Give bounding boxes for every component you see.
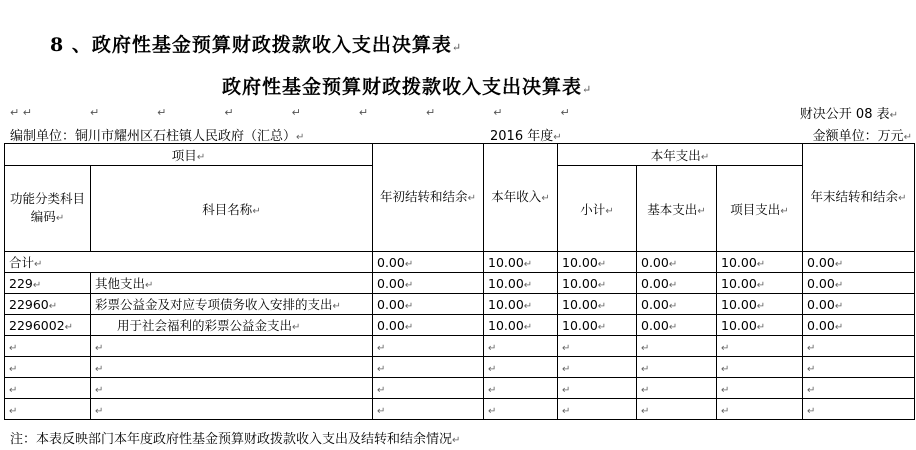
paragraph-mark-icon: ↵ bbox=[903, 132, 912, 143]
section-heading-text: 8 、政府性基金预算财政拨款收入支出决算表 bbox=[50, 34, 452, 56]
cell-project-text: 10.00 bbox=[721, 317, 757, 333]
paragraph-mark-icon: ↵ bbox=[493, 106, 503, 119]
empty-cell bbox=[803, 357, 915, 378]
header-item-text: 项目 bbox=[171, 147, 197, 163]
paragraph-mark-icon: ↵ bbox=[834, 300, 844, 312]
compiling-unit bbox=[10, 125, 304, 144]
empty-cell bbox=[5, 336, 91, 357]
paragraph-mark-icon: ↵ bbox=[48, 300, 58, 312]
header-row-1 bbox=[5, 144, 915, 166]
table-title-text: 政府性基金预算财政拨款收入支出决算表 bbox=[222, 76, 583, 98]
paragraph-mark-icon: ↵ bbox=[404, 258, 414, 270]
cell-income-text: 10.00 bbox=[488, 317, 524, 333]
paragraph-mark-icon: ↵ bbox=[834, 321, 844, 333]
empty-cell bbox=[373, 336, 484, 357]
header-project bbox=[717, 166, 803, 252]
paragraph-mark-icon: ↵ bbox=[523, 279, 533, 291]
cell-income-text: 10.00 bbox=[488, 254, 524, 270]
paragraph-mark-icon: ↵ bbox=[377, 384, 386, 396]
empty-cell bbox=[637, 399, 717, 420]
paragraph-mark-icon: ↵ ↵ bbox=[10, 106, 32, 119]
empty-cell bbox=[717, 399, 803, 420]
cell-project-text: 10.00 bbox=[721, 254, 757, 270]
paragraph-mark-icon: ↵ bbox=[95, 363, 104, 375]
paragraph-mark-icon: ↵ bbox=[404, 321, 414, 333]
cell-subtotal bbox=[558, 273, 637, 294]
cell-subtotal-text: 10.00 bbox=[562, 317, 598, 333]
paragraph-mark-icon: ↵ bbox=[9, 342, 18, 354]
cell-name bbox=[91, 294, 373, 315]
paragraph-mark-icon: ↵ bbox=[34, 259, 43, 270]
header-basic bbox=[637, 166, 717, 252]
header-end-balance bbox=[803, 144, 915, 252]
paragraph-mark-icon: ↵ bbox=[668, 300, 678, 312]
paragraph-mark-icon: ↵ bbox=[252, 205, 261, 217]
header-name bbox=[91, 166, 373, 252]
paragraph-mark-icon: ↵ bbox=[145, 280, 154, 291]
cell-project-text: 10.00 bbox=[721, 275, 757, 291]
amount-unit bbox=[813, 125, 912, 144]
empty-cell bbox=[91, 336, 373, 357]
empty-cell bbox=[91, 357, 373, 378]
paragraph-mark-icon: ↵ bbox=[64, 321, 74, 333]
paragraph-mark-icon: ↵ bbox=[562, 405, 571, 417]
paragraph-mark-icon: ↵ bbox=[641, 405, 650, 417]
paragraph-mark-icon: ↵ bbox=[358, 106, 369, 119]
paragraph-mark-icon: ↵ bbox=[292, 322, 301, 333]
paragraph-mark-icon: ↵ bbox=[562, 363, 571, 375]
cell-name-text: 用于社会福利的彩票公益金支出 bbox=[117, 318, 293, 333]
empty-cell bbox=[717, 378, 803, 399]
paragraph-mark-icon: ↵ bbox=[523, 300, 533, 312]
paragraph-mark-icon: ↵ bbox=[332, 301, 341, 312]
paragraph-mark-icon: ↵ bbox=[597, 279, 607, 291]
cell-code bbox=[5, 252, 373, 273]
paragraph-mark-icon: ↵ bbox=[523, 321, 533, 333]
paragraph-marks-row bbox=[10, 106, 628, 119]
cell-project bbox=[717, 315, 803, 336]
paragraph-mark-icon: ↵ bbox=[95, 384, 104, 396]
paragraph-mark-icon: ↵ bbox=[451, 41, 463, 54]
paragraph-mark-icon: ↵ bbox=[89, 106, 100, 119]
paragraph-mark-icon: ↵ bbox=[523, 258, 533, 270]
empty-row bbox=[5, 336, 915, 357]
paragraph-mark-icon: ↵ bbox=[721, 405, 730, 417]
header-begin-balance bbox=[373, 144, 484, 252]
paragraph-mark-icon: ↵ bbox=[807, 384, 816, 396]
cell-project bbox=[717, 273, 803, 294]
empty-cell bbox=[484, 336, 558, 357]
report-number-text: 财决公开 08 表 bbox=[799, 107, 890, 122]
cell-subtotal-text: 10.00 bbox=[562, 275, 598, 291]
paragraph-mark-icon: ↵ bbox=[541, 192, 550, 204]
empty-cell bbox=[373, 357, 484, 378]
table-row bbox=[5, 315, 915, 336]
report-number bbox=[800, 103, 898, 122]
paragraph-mark-icon: ↵ bbox=[597, 300, 607, 312]
paragraph-mark-icon: ↵ bbox=[721, 363, 730, 375]
cell-income-text: 10.00 bbox=[488, 275, 524, 291]
cell-begin bbox=[373, 273, 484, 294]
empty-cell bbox=[5, 399, 91, 420]
cell-subtotal bbox=[558, 252, 637, 273]
paragraph-mark-icon: ↵ bbox=[597, 321, 607, 333]
empty-cell bbox=[637, 336, 717, 357]
footnote-text: 注：本表反映部门本年度政府性基金预算财政拨款收入支出及结转和结余情况 bbox=[10, 432, 453, 447]
cell-code bbox=[5, 273, 91, 294]
paragraph-mark-icon: ↵ bbox=[196, 151, 206, 163]
empty-cell bbox=[717, 336, 803, 357]
paragraph-mark-icon: ↵ bbox=[756, 300, 766, 312]
cell-end-text: 0.00 bbox=[807, 296, 835, 312]
table-row bbox=[5, 273, 915, 294]
cell-code-text: 合计 bbox=[9, 255, 35, 270]
paragraph-mark-icon: ↵ bbox=[291, 106, 301, 119]
cell-basic bbox=[637, 294, 717, 315]
paragraph-mark-icon: ↵ bbox=[756, 321, 766, 333]
cell-subtotal bbox=[558, 294, 637, 315]
footnote bbox=[10, 428, 460, 447]
cell-end-text: 0.00 bbox=[807, 317, 835, 333]
cell-code bbox=[5, 315, 91, 336]
cell-end bbox=[803, 252, 915, 273]
header-item bbox=[5, 144, 373, 166]
cell-begin-text: 0.00 bbox=[377, 296, 405, 312]
cell-basic-text: 0.00 bbox=[641, 317, 669, 333]
header-expense bbox=[558, 144, 803, 166]
empty-cell bbox=[484, 357, 558, 378]
paragraph-mark-icon: ↵ bbox=[562, 384, 571, 396]
paragraph-mark-icon: ↵ bbox=[597, 258, 607, 270]
cell-begin bbox=[373, 315, 484, 336]
header-code bbox=[5, 166, 91, 252]
empty-cell bbox=[803, 378, 915, 399]
paragraph-mark-icon: ↵ bbox=[668, 258, 678, 270]
paragraph-mark-icon: ↵ bbox=[700, 151, 710, 163]
cell-basic bbox=[637, 252, 717, 273]
paragraph-mark-icon: ↵ bbox=[32, 279, 42, 291]
paragraph-mark-icon: ↵ bbox=[807, 405, 816, 417]
header-name-text: 科目名称 bbox=[202, 201, 253, 217]
cell-name bbox=[91, 273, 373, 294]
cell-begin-text: 0.00 bbox=[377, 254, 405, 270]
paragraph-mark-icon: ↵ bbox=[756, 258, 766, 270]
paragraph-mark-icon: ↵ bbox=[9, 384, 18, 396]
paragraph-mark-icon: ↵ bbox=[488, 384, 497, 396]
paragraph-mark-icon: ↵ bbox=[377, 342, 386, 354]
cell-end bbox=[803, 294, 915, 315]
cell-begin bbox=[373, 252, 484, 273]
paragraph-mark-icon: ↵ bbox=[377, 405, 386, 417]
paragraph-mark-icon: ↵ bbox=[9, 405, 18, 417]
empty-cell bbox=[484, 378, 558, 399]
paragraph-mark-icon: ↵ bbox=[721, 342, 730, 354]
paragraph-mark-icon: ↵ bbox=[668, 321, 678, 333]
cell-subtotal-text: 10.00 bbox=[562, 254, 598, 270]
paragraph-mark-icon: ↵ bbox=[467, 192, 476, 204]
cell-end bbox=[803, 315, 915, 336]
empty-cell bbox=[803, 336, 915, 357]
empty-cell bbox=[484, 399, 558, 420]
cell-basic bbox=[637, 315, 717, 336]
amount-unit-text: 金额单位：万元 bbox=[812, 129, 904, 144]
empty-row bbox=[5, 399, 915, 420]
cell-income bbox=[484, 252, 558, 273]
empty-cell bbox=[637, 378, 717, 399]
header-begin-balance-text: 年初结转和结余 bbox=[380, 188, 468, 204]
cell-begin-text: 0.00 bbox=[377, 317, 405, 333]
empty-row bbox=[5, 378, 915, 399]
fiscal-year-text: 2016 年度 bbox=[490, 129, 554, 144]
cell-income bbox=[484, 294, 558, 315]
header-income bbox=[484, 144, 558, 252]
header-end-balance-text: 年末结转和结余 bbox=[810, 188, 899, 204]
paragraph-mark-icon: ↵ bbox=[834, 258, 844, 270]
cell-end bbox=[803, 273, 915, 294]
cell-project-text: 10.00 bbox=[721, 296, 757, 312]
paragraph-mark-icon: ↵ bbox=[377, 363, 386, 375]
paragraph-mark-icon: ↵ bbox=[488, 342, 497, 354]
header-income-text: 本年收入 bbox=[491, 188, 542, 204]
cell-code bbox=[5, 294, 91, 315]
paragraph-mark-icon: ↵ bbox=[452, 435, 461, 446]
paragraph-mark-icon: ↵ bbox=[582, 83, 593, 96]
paragraph-mark-icon: ↵ bbox=[641, 363, 650, 375]
cell-name bbox=[91, 315, 373, 336]
cell-begin bbox=[373, 294, 484, 315]
cell-name-text: 彩票公益金及对应专项债务收入安排的支出 bbox=[95, 297, 333, 312]
paragraph-mark-icon: ↵ bbox=[55, 212, 65, 224]
empty-cell bbox=[717, 357, 803, 378]
paragraph-mark-icon: ↵ bbox=[404, 279, 414, 291]
paragraph-mark-icon: ↵ bbox=[224, 106, 234, 119]
header-project-text: 项目支出 bbox=[730, 201, 781, 217]
header-subtotal bbox=[558, 166, 637, 252]
fiscal-year bbox=[490, 125, 562, 144]
paragraph-mark-icon: ↵ bbox=[807, 342, 816, 354]
header-subtotal-text: 小计 bbox=[580, 201, 606, 217]
cell-name-text: 其他支出 bbox=[95, 276, 146, 291]
cell-subtotal-text: 10.00 bbox=[562, 296, 598, 312]
paragraph-mark-icon: ↵ bbox=[404, 300, 414, 312]
cell-income bbox=[484, 315, 558, 336]
paragraph-mark-icon: ↵ bbox=[95, 405, 104, 417]
cell-basic bbox=[637, 273, 717, 294]
paragraph-mark-icon: ↵ bbox=[560, 106, 570, 119]
paragraph-mark-icon: ↵ bbox=[605, 205, 614, 217]
cell-basic-text: 0.00 bbox=[641, 254, 669, 270]
cell-code-text: 22960 bbox=[9, 296, 49, 312]
cell-income bbox=[484, 273, 558, 294]
paragraph-mark-icon: ↵ bbox=[780, 205, 789, 217]
empty-cell bbox=[803, 399, 915, 420]
paragraph-mark-icon: ↵ bbox=[9, 363, 18, 375]
paragraph-mark-icon: ↵ bbox=[562, 342, 571, 354]
cell-basic-text: 0.00 bbox=[641, 275, 669, 291]
empty-cell bbox=[91, 378, 373, 399]
paragraph-mark-icon: ↵ bbox=[641, 384, 650, 396]
header-basic-text: 基本支出 bbox=[647, 201, 698, 217]
empty-cell bbox=[558, 357, 637, 378]
paragraph-mark-icon: ↵ bbox=[95, 342, 104, 354]
paragraph-mark-icon: ↵ bbox=[296, 132, 305, 143]
cell-project bbox=[717, 294, 803, 315]
cell-code-text: 229 bbox=[9, 275, 33, 291]
paragraph-mark-icon: ↵ bbox=[898, 192, 907, 204]
paragraph-mark-icon: ↵ bbox=[641, 342, 650, 354]
budget-table bbox=[4, 143, 915, 420]
cell-end-text: 0.00 bbox=[807, 275, 835, 291]
empty-cell bbox=[5, 378, 91, 399]
cell-subtotal bbox=[558, 315, 637, 336]
paragraph-mark-icon: ↵ bbox=[157, 106, 167, 119]
table-row bbox=[5, 294, 915, 315]
paragraph-mark-icon: ↵ bbox=[889, 110, 898, 121]
empty-cell bbox=[373, 399, 484, 420]
paragraph-mark-icon: ↵ bbox=[488, 405, 497, 417]
empty-cell bbox=[558, 378, 637, 399]
paragraph-mark-icon: ↵ bbox=[553, 132, 562, 143]
compiling-unit-text: 编制单位：铜川市耀州区石柱镇人民政府（汇总） bbox=[10, 129, 297, 144]
cell-income-text: 10.00 bbox=[488, 296, 524, 312]
paragraph-mark-icon: ↵ bbox=[756, 279, 766, 291]
paragraph-mark-icon: ↵ bbox=[697, 205, 706, 217]
paragraph-mark-icon: ↵ bbox=[488, 363, 497, 375]
cell-project bbox=[717, 252, 803, 273]
paragraph-mark-icon: ↵ bbox=[834, 279, 844, 291]
empty-cell bbox=[637, 357, 717, 378]
empty-cell bbox=[373, 378, 484, 399]
header-code-text: 功能分类科目编码 bbox=[9, 190, 85, 224]
empty-cell bbox=[5, 357, 91, 378]
empty-cell bbox=[558, 336, 637, 357]
cell-begin-text: 0.00 bbox=[377, 275, 405, 291]
cell-end-text: 0.00 bbox=[807, 254, 835, 270]
table-title bbox=[222, 72, 592, 99]
section-heading bbox=[50, 30, 462, 57]
header-expense-text: 本年支出 bbox=[650, 147, 701, 163]
empty-cell bbox=[558, 399, 637, 420]
cell-code-text: 2296002 bbox=[9, 317, 65, 333]
paragraph-mark-icon: ↵ bbox=[668, 279, 678, 291]
paragraph-mark-icon: ↵ bbox=[426, 106, 436, 119]
cell-basic-text: 0.00 bbox=[641, 296, 669, 312]
table-row bbox=[5, 252, 915, 273]
empty-row bbox=[5, 357, 915, 378]
paragraph-mark-icon: ↵ bbox=[807, 363, 816, 375]
empty-cell bbox=[91, 399, 373, 420]
paragraph-mark-icon: ↵ bbox=[721, 384, 730, 396]
